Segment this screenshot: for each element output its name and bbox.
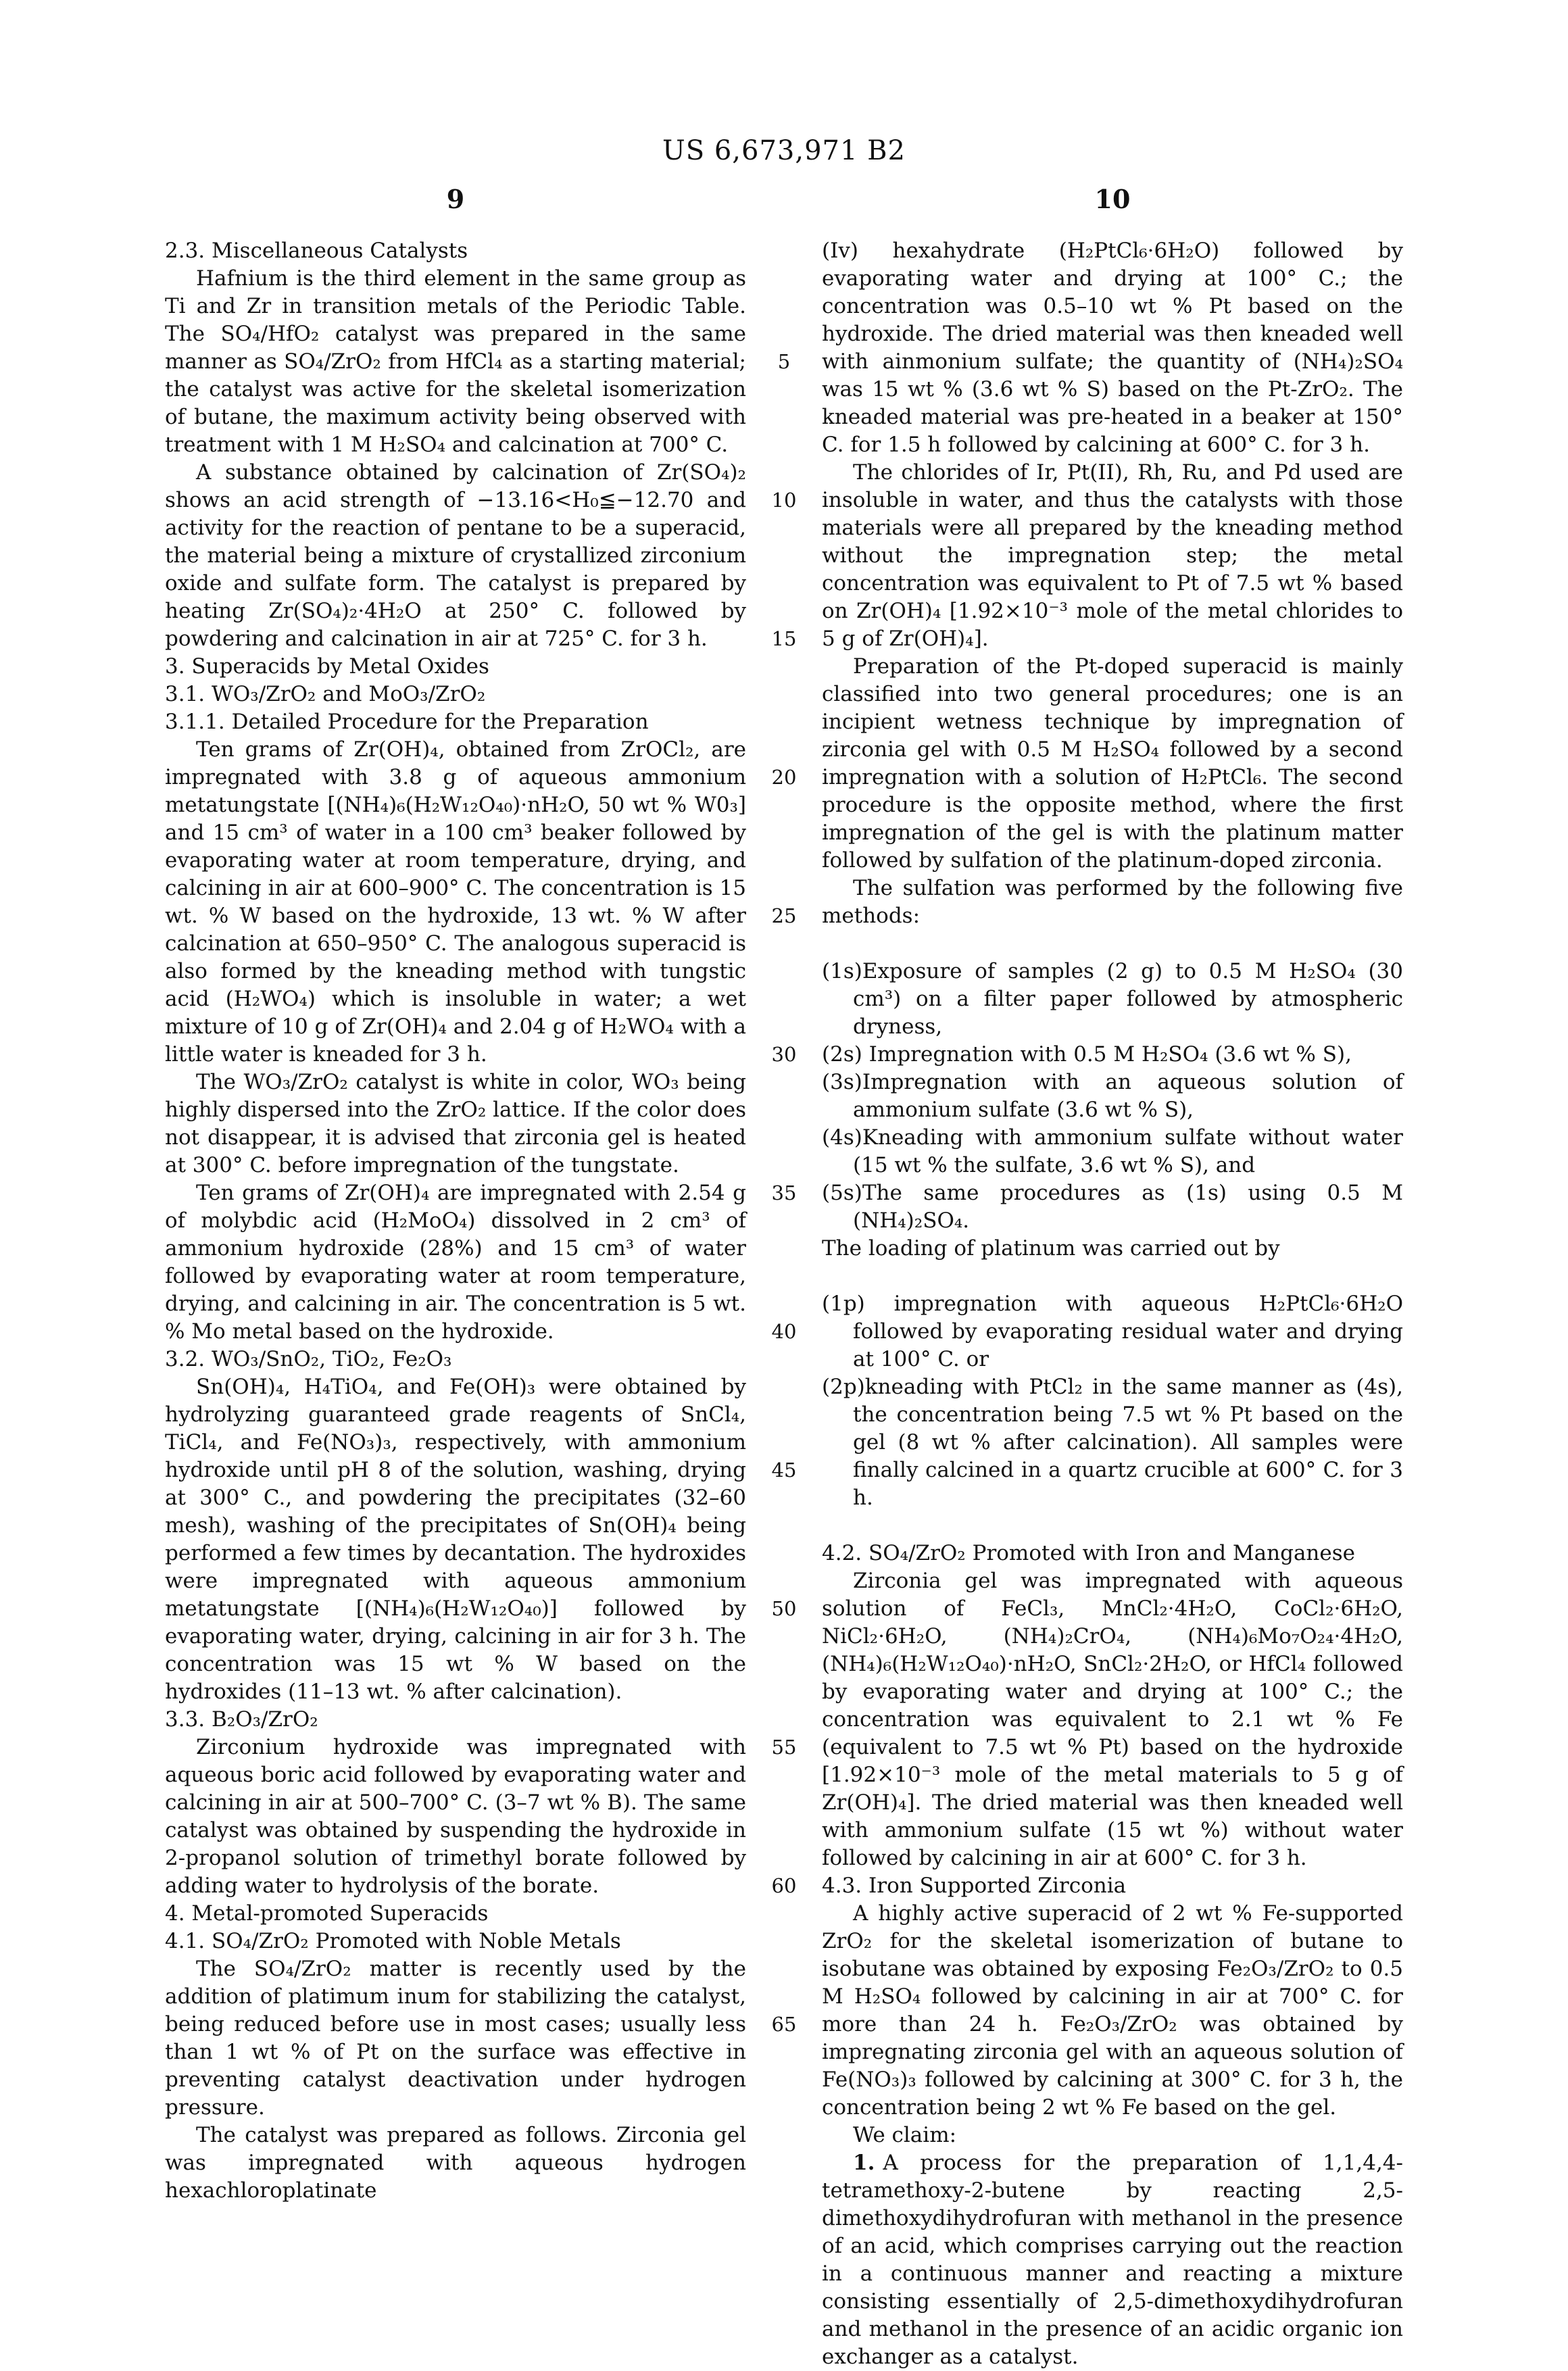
page-column-number-left: 9 (446, 184, 465, 214)
line-number-gutter (746, 237, 822, 2371)
paragraph: Preparation of the Pt-doped superacid is mainly classified into two general procedures; one is an incipient wetness technique by impregnation of zirconia gel with 0.5 M H₂SO₄ followed by a second impregnation with a solution of H₂PtCl₆. The second procedure is the opposite method, where the first impregnation of the gel is with the platinum matter followed by sulfation of the platinum-doped zirconia. (822, 654, 1403, 873)
line-number: 55 (771, 1736, 797, 1759)
line-number: 50 (771, 1597, 797, 1620)
paragraph: Zirconia gel was impregnated with aqueous solution of FeCl₃, MnCl₂·4H₂O, CoCl₂·6H₂O, NiCl₂·6H₂O, (NH₄)₂CrO₄, (NH₄)₆Mo₇O₂₄·4H₂O, (NH₄)₆(H₂W₁₂O₄₀)·nH₂O, SnCl₂·2H₂O, or HfCl₄ followed by evaporating water and drying at 100° C.; the concentration was equivalent to 2.1 wt % Fe (equivalent to 7.5 wt % Pt) based on the hydroxide [1.92×10⁻³ mole of the metal materials to 5 g of Zr(OH)₄]. The dried material was then kneaded well with ammonium sulfate (15 wt %) without water followed by calcining in air at 600° C. for 3 h. (822, 1569, 1403, 1870)
list-item: (3s)Impregnation with an aqueous solution of ammonium sulfate (3.6 wt % S), (822, 1070, 1403, 1122)
claim-1 (822, 2149, 1403, 2371)
section-heading: 3. Superacids by Metal Oxides (165, 654, 489, 679)
paragraph: The catalyst was prepared as follows. Zirconia gel was impregnated with aqueous hydrogen hexachloroplatinate (165, 2123, 746, 2203)
two-column-body (165, 237, 1403, 2371)
paragraph: Ten grams of Zr(OH)₄ are impregnated with 2.54 g of molybdic acid (H₂MoO₄) dissolved in 2 cm³ of ammonium hydroxide (28%) and 15 cm³ of water followed by evaporating water at room temperature, drying, and calcining in air. The concentration is 5 wt. % Mo metal based on the hydroxide. (165, 1181, 746, 1344)
paragraph: Hafnium is the third element in the same group as Ti and Zr in transition metals of the Periodic Table. The SO₄/HfO₂ catalyst was prepared in the same manner as SO₄/ZrO₂ from HfCl₄ as a starting material; the catalyst was active for the skeletal isomerization of butane, the maximum activity being observed with treatment with 1 M H₂SO₄ and calcination at 700° C. (165, 266, 746, 457)
line-number: 20 (771, 766, 797, 789)
patent-number: US 6,673,971 B2 (662, 135, 906, 166)
line-number: 30 (771, 1043, 797, 1066)
section-heading: 2.3. Miscellaneous Catalysts (165, 239, 468, 263)
claim-number: 1. (853, 2151, 875, 2175)
claim-text: A process for the preparation of 1,1,4,4-tetramethoxy-2-butene by reacting 2,5-dimethoxydihydrofuran with methanol in the presence of an acid, which comprises carrying out the reaction in a continuous manner and reacting a mixture consisting essentially of 2,5-dimethoxydihydrofuran and methanol in the presence of an acidic organic ion exchanger as a catalyst. (822, 2151, 1403, 2369)
line-number: 45 (771, 1459, 797, 1482)
list-item: (1p) impregnation with aqueous H₂PtCl₆·6H₂O followed by evaporating residual water and drying at 100° C. or (822, 1292, 1403, 1371)
section-heading: 4. Metal-promoted Superacids (165, 1901, 489, 1926)
line-number: 5 (777, 350, 791, 373)
blank-line (822, 1512, 1403, 1540)
list-item: (2p)kneading with PtCl₂ in the same manner as (4s), the concentration being 7.5 wt % Pt based on the gel (8 wt % after calcination). All samples were finally calcined in a quartz crucible at 600° C. for 3 h. (822, 1375, 1403, 1510)
line-number: 35 (771, 1181, 797, 1204)
paragraph: The sulfation was performed by the following five methods: (822, 876, 1403, 928)
paragraph: A highly active superacid of 2 wt % Fe-supported ZrO₂ for the skeletal isomerization of butane to isobutane was obtained by exposing Fe₂O₃/ZrO₂ to 0.5 M H₂SO₄ followed by calcining in air at 700° C. for more than 24 h. Fe₂O₃/ZrO₂ was obtained by impregnating zirconia gel with an aqueous solution of Fe(NO₃)₃ followed by calcining at 300° C. for 3 h, the concentration being 2 wt % Fe based on the gel. (822, 1901, 1403, 2120)
section-heading: 3.1.1. Detailed Procedure for the Preparation (165, 710, 649, 734)
left-column (165, 237, 746, 2371)
paragraph: Ten grams of Zr(OH)₄, obtained from ZrOCl₂, are impregnated with 3.8 g of aqueous ammonium metatungstate [(NH₄)₆(H₂W₁₂O₄₀)·nH₂O, 50 wt % W0₃] and 15 cm³ of water in a 100 cm³ beaker followed by evaporating water at room temperature, drying, and calcining in air at 600–900° C. The concentration is 15 wt. % W based on the hydroxide, 13 wt. % W after calcination at 650–950° C. The analogous superacid is also formed by the kneading method with tungstic acid (H₂WO₄) which is insoluble in water; a wet mixture of 10 g of Zr(OH)₄ and 2.04 g of H₂WO₄ with a little water is kneaded for 3 h. (165, 737, 746, 1067)
section-heading: 3.2. WO₃/SnO₂, TiO₂, Fe₂O₃ (165, 1347, 452, 1371)
list-item: (5s)The same procedures as (1s) using 0.5 M (NH₄)₂SO₄. (822, 1181, 1403, 1233)
list-item: (4s)Kneading with ammonium sulfate without water (15 wt % the sulfate, 3.6 wt % S), and (822, 1125, 1403, 1177)
column-number-row (165, 184, 1403, 214)
line-number: 10 (771, 489, 797, 512)
blank-line (822, 1263, 1403, 1290)
paragraph: (Iv) hexahydrate (H₂PtCl₆·6H₂O) followed by evaporating water and drying at 100° C.; the concentration was 0.5–10 wt % Pt based on the hydroxide. The dried material was then kneaded well with ainmonium sulfate; the quantity of (NH₄)₂SO₄ was 15 wt % (3.6 wt % S) based on the Pt-ZrO₂. The kneaded material was pre-heated in a beaker at 150° C. for 1.5 h followed by calcining at 600° C. for 3 h. (822, 239, 1403, 457)
section-heading: 3.1. WO₃/ZrO₂ and MoO₃/ZrO₂ (165, 682, 486, 706)
section-heading: 4.1. SO₄/ZrO₂ Promoted with Noble Metals (165, 1929, 621, 1953)
paragraph: The SO₄/ZrO₂ matter is recently used by the addition of platimum inum for stabilizing the catalyst, being reduced before use in most cases; usually less than 1 wt % of Pt on the surface was effective in preventing catalyst deactivation under hydrogen pressure. (165, 1957, 746, 2120)
section-heading: 3.3. B₂O₃/ZrO₂ (165, 1707, 318, 1732)
paragraph: Sn(OH)₄, H₄TiO₄, and Fe(OH)₃ were obtained by hydrolyzing guaranteed grade reagents of SnCl₄, TiCl₄, and Fe(NO₃)₃, respectively, with ammonium hydroxide until pH 8 of the solution, washing, drying at 300° C., and powdering the precipitates (32–60 mesh), washing of the precipitates of Sn(OH)₄ being performed a few times by decantation. The hydroxides were impregnated with aqueous ammonium metatungstate [(NH₄)₆(H₂W₁₂O₄₀)] followed by evaporating water, drying, calcining in air for 3 h. The concentration was 15 wt % W based on the hydroxides (11–13 wt. % after calcination). (165, 1375, 746, 1704)
list-item: (2s) Impregnation with 0.5 M H₂SO₄ (3.6 wt % S), (822, 1042, 1352, 1067)
blank-line (822, 930, 1403, 958)
paragraph: A substance obtained by calcination of Zr(SO₄)₂ shows an acid strength of −13.16<H₀≦−12.70 and activity for the reaction of pentane to be a superacid, the material being a mixture of crystallized zirconium oxide and sulfate form. The catalyst is prepared by heating Zr(SO₄)₂·4H₂O at 250° C. followed by powdering and calcination in air at 725° C. for 3 h. (165, 460, 746, 651)
paragraph: Zirconium hydroxide was impregnated with aqueous boric acid followed by evaporating water and calcining in air at 500–700° C. (3–7 wt % B). The same catalyst was obtained by suspending the hydroxide in 2-propanol solution of trimethyl borate followed by adding water to hydrolysis of the borate. (165, 1735, 746, 1898)
line-number: 60 (771, 1874, 797, 1897)
line-number: 25 (771, 904, 797, 927)
column-number-gap (746, 184, 822, 214)
paragraph: The loading of platinum was carried out by (822, 1236, 1280, 1261)
section-heading: 4.3. Iron Supported Zirconia (822, 1874, 1127, 1898)
page-column-number-right: 10 (1094, 184, 1131, 214)
line-number: 65 (771, 2013, 797, 2036)
we-claim-line: We claim: (853, 2123, 957, 2147)
paragraph: The WO₃/ZrO₂ catalyst is white in color, WO₃ being highly dispersed into the ZrO₂ lattice. If the color does not disappear, it is advised that zirconia gel is heated at 300° C. before impregnation of the tungstate. (165, 1070, 747, 1177)
line-number: 40 (771, 1320, 797, 1343)
paragraph: The chlorides of Ir, Pt(II), Rh, Ru, and Pd used are insoluble in water, and thus the catalysts with those materials were all prepared by the kneading method without the impregnation step; the metal concentration was equivalent to Pt of 7.5 wt % based on Zr(OH)₄ [1.92×10⁻³ mole of the metal chlorides to 5 g of Zr(OH)₄]. (822, 460, 1403, 651)
line-number: 15 (771, 627, 797, 650)
section-heading: 4.2. SO₄/ZrO₂ Promoted with Iron and Manganese (822, 1541, 1355, 1565)
list-item: (1s)Exposure of samples (2 g) to 0.5 M H₂SO₄ (30 cm³) on a filter paper followed by atmospheric dryness, (822, 959, 1403, 1039)
right-column (822, 237, 1403, 2371)
